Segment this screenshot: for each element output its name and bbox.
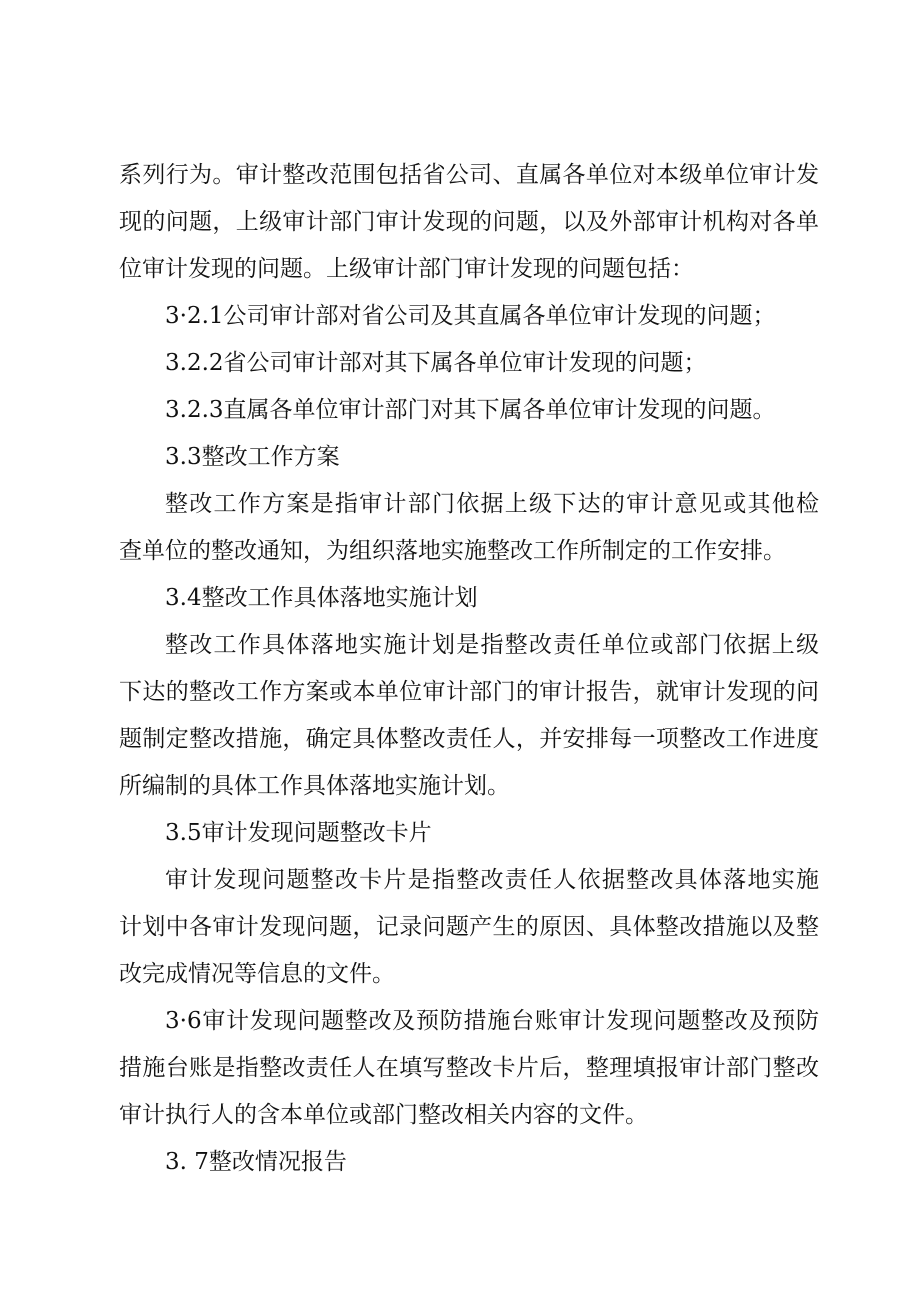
- body-line-21: 审计执行人的含本单位或部门整改相关内容的文件。: [119, 1102, 648, 1128]
- heading-3-6: 3·6审计发现问题整改及预防措施台账审计发现问题整改及预防: [165, 1008, 819, 1034]
- body-line-16: 审计发现问题整改卡片是指整改责任人依据整改具体落地实施: [165, 867, 819, 893]
- body-line-1: 系列行为。审计整改范围包括省公司、直属各单位对本级单位审计发: [119, 162, 819, 188]
- body-line-9: 查单位的整改通知，为组织落地实施整改工作所制定的工作安排。: [119, 538, 786, 564]
- body-line-12: 下达的整改工作方案或本单位审计部门的审计报告，就审计发现的问: [119, 679, 819, 705]
- heading-3-5: 3.5审计发现问题整改卡片: [165, 820, 432, 846]
- body-line-13: 题制定整改措施，确定具体整改责任人，并安排每一项整改工作进度: [119, 726, 819, 752]
- heading-3-4: 3.4整改工作具体落地实施计划: [165, 585, 478, 611]
- heading-3-3: 3.3整改工作方案: [165, 444, 340, 470]
- document-body: [119, 152, 819, 1186]
- body-line-3: 位审计发现的问题。上级审计部门审计发现的问题包括：: [119, 256, 694, 282]
- item-3-2-1: 3·2.1公司审计部对省公司及其直属各单位审计发现的问题；: [165, 303, 776, 329]
- body-line-2: 现的问题，上级审计部门审计发现的问题，以及外部审计机构对各单: [119, 209, 819, 235]
- body-line-17: 计划中各审计发现问题，记录问题产生的原因、具体整改措施以及整: [119, 914, 819, 940]
- heading-3-7: 3. 7整改情况报告: [165, 1149, 347, 1175]
- item-3-2-2: 3.2.2省公司审计部对其下属各单位审计发现的问题；: [165, 350, 707, 376]
- body-line-20: 措施台账是指整改责任人在填写整改卡片后，整理填报审计部门整改: [119, 1055, 819, 1081]
- item-3-2-3: 3.2.3直属各单位审计部门对其下属各单位审计发现的问题。: [165, 397, 776, 423]
- body-line-14: 所编制的具体工作具体落地实施计划。: [119, 773, 510, 799]
- body-line-18: 改完成情况等信息的文件。: [119, 961, 395, 987]
- body-line-11: 整改工作具体落地实施计划是指整改责任单位或部门依据上级: [165, 632, 819, 658]
- body-line-8: 整改工作方案是指审计部门依据上级下达的审计意见或其他检: [165, 491, 819, 517]
